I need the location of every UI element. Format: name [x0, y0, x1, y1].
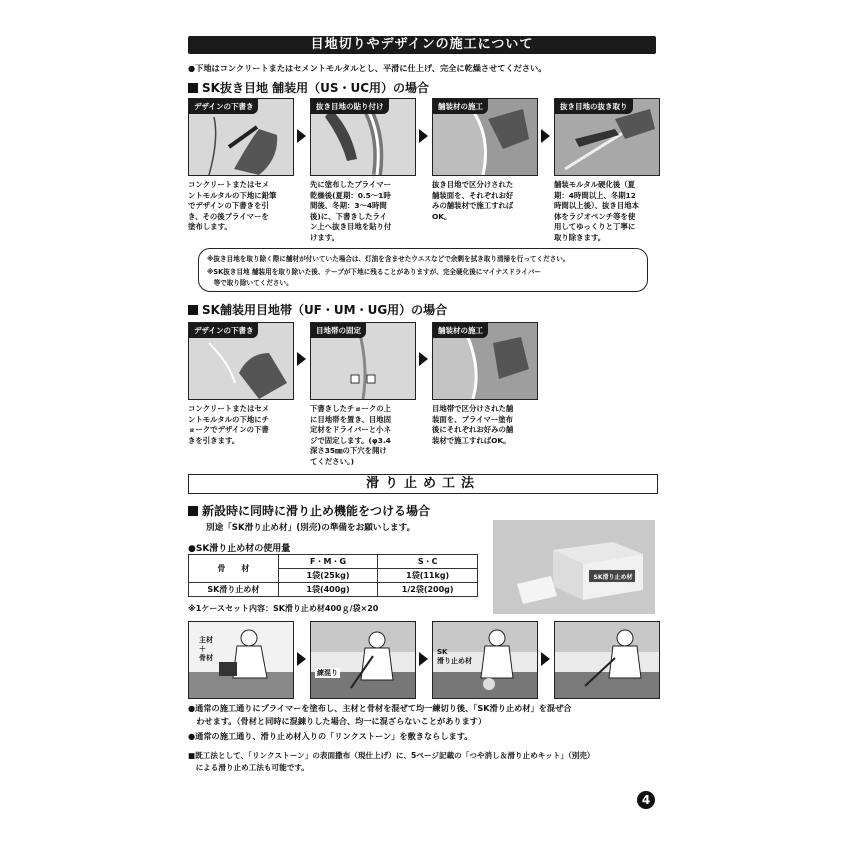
s1-step3-illustration — [432, 98, 538, 176]
s1-step3-caption: 抜き目地で区分けされた 舗装面を、それぞれお好 みの舗装材で施工すれば OK。 — [432, 180, 514, 221]
s1-step4-illustration — [554, 98, 660, 176]
s2-step3-label: 舗装材の施工 — [433, 323, 488, 338]
slip-step2-illustration — [310, 621, 416, 699]
step-arrow-icon — [419, 652, 428, 666]
s1-step1-caption: コンクリートまたはセメ ントモルタルの下地に鉛筆 でデザインの下書きを引 き、その後プライマーを 塗布します。 — [188, 180, 277, 231]
step-arrow-icon — [541, 652, 550, 666]
section3-subtitle: 別途「SK滑り止め材」(別売)の準備をお願いします。 — [206, 523, 416, 533]
worker-mixing-icon — [311, 622, 415, 698]
table-header-fmg: F・M・G — [278, 555, 378, 569]
square-bullet-icon — [188, 305, 198, 315]
page-number: 4 — [637, 791, 655, 809]
s2-step2-label: 目地帯の固定 — [311, 323, 366, 338]
s1-step3-label: 舗装材の施工 — [433, 99, 488, 114]
table-cell: 1袋(11kg) — [378, 569, 478, 583]
s2-step2-caption: 下書きしたチョークの上 に目地帯を置き、目地固 定材をドライバーと小ネ ジで固定します。(φ3.4 深さ35㎜の下穴を開け てください。) — [310, 404, 392, 466]
step-arrow-icon — [297, 652, 306, 666]
step-arrow-icon — [541, 129, 550, 143]
step-arrow-icon — [297, 129, 306, 143]
table-row — [189, 583, 478, 597]
s1-step2-caption: 先に塗布したプライマー 乾燥後(夏期：0.5～1時 間後、冬期：3～4時間 後)に、下書きしたライ ン上へ抜き目地を貼り付 けます。 — [310, 180, 392, 242]
s1-step4-label: 抜き目地の抜き取り — [555, 99, 633, 114]
s2-step3-caption: 目地帯で区分けされた舗 装面を、プライマー塗布 後にそれぞれお好みの舗 装材で施工すればOK。 — [432, 404, 514, 445]
slip-step3-illustration — [432, 621, 538, 699]
s1-step1-illustration — [188, 98, 294, 176]
slip-note-line1: ●通常の施工通りにプライマーを塗布し、主材と骨材を混ぜて均一練切り後、「SK滑り止め材」を混ぜ合 — [188, 703, 572, 713]
table-cell: SK滑り止め材 — [189, 583, 279, 597]
slip-method-title: 滑り止め工法 — [365, 476, 480, 491]
worker-spreading-icon — [555, 622, 659, 698]
slip-note-line3: ●通常の施工通り、滑り止め材入りの「リンクストーン」を敷きならします。 — [188, 731, 473, 741]
table-header-aggregate: 骨 材 — [189, 555, 279, 583]
s1-step2-illustration — [310, 98, 416, 176]
usage-heading: ●SK滑り止め材の使用量 — [188, 544, 291, 554]
product-box-label: SK滑り止め材 — [593, 574, 633, 581]
table-cell: 1袋(400g) — [278, 583, 378, 597]
slip-step1-illustration — [188, 621, 294, 699]
slip-step3-label: SK 滑り止め材 — [437, 648, 472, 665]
slip-method-band — [188, 474, 658, 494]
table-row — [189, 555, 478, 569]
s1-step2-label: 抜き目地の貼り付け — [311, 99, 389, 114]
table-header-sc: S・C — [378, 555, 478, 569]
header-band — [188, 36, 656, 54]
s1-step4-caption: 舗装モルタル硬化後（夏 期：4時間以上、冬期12 時間以上後）、抜き目地本 体をラジオペンチ等を使 用してゆっくりと丁寧に 取り除きます。 — [554, 180, 639, 242]
s2-step1-illustration — [188, 322, 294, 400]
section1-title: SK抜き目地 舗装用（US・UC用）の場合 — [188, 79, 429, 96]
s2-step1-label: デザインの下書き — [189, 323, 258, 338]
step-arrow-icon — [419, 352, 428, 366]
case-note: ※1ケースセット内容：SK滑り止め材400ｇ/袋×20 — [188, 604, 379, 613]
slip-step1-label: 主材 ＋ 骨材 — [199, 636, 213, 662]
table-cell: 1/2袋(200g) — [378, 583, 478, 597]
product-box-photo — [493, 520, 655, 614]
slip-note-line2: わせます。（骨材と同時に混錬りした場合、均一に混ざらないことがあります） — [188, 716, 487, 726]
step-arrow-icon — [419, 129, 428, 143]
slip-note-line5: による滑り止め工法も可能です。 — [188, 763, 309, 772]
s1-bubble-line3: 等で取り除いてください。 — [207, 279, 293, 287]
s2-step3-illustration — [432, 322, 538, 400]
slip-step4-illustration — [554, 621, 660, 699]
s1-caution-bubble — [198, 248, 648, 292]
intro-note: ●下地はコンクリートまたはセメントモルタルとし、平滑に仕上げ、完全に乾燥させてください。 — [188, 63, 547, 73]
square-bullet-icon — [188, 506, 198, 516]
usage-table — [188, 554, 478, 597]
product-box-icon — [493, 520, 655, 614]
square-bullet-icon — [188, 83, 198, 93]
section2-title: SK舗装用目地帯（UF・UM・UG用）の場合 — [188, 301, 447, 318]
s1-step1-label: デザインの下書き — [189, 99, 258, 114]
header-title: 目地切りやデザインの施工について — [310, 37, 534, 52]
section3-title: 新設時に同時に滑り止め機能をつける場合 — [188, 502, 430, 519]
slip-step2-label: 練混り — [317, 669, 338, 677]
s1-bubble-line2: ※SK抜き目地 舗装用を取り除いた後、テープが下地に残ることがありますが、完全硬化後にマイナスドライバー — [207, 268, 542, 276]
s2-step1-caption: コンクリートまたはセメ ントモルタルの下地にチ ョークでデザインの下書 きを引きます。 — [188, 404, 270, 445]
s2-step2-illustration — [310, 322, 416, 400]
step-arrow-icon — [297, 352, 306, 366]
slip-note-line4: ■既工法として、「リンクストーン」の表面撒布（現仕上げ）に、5ページ記載の「つや消し＆滑り止めキット」（別売） — [188, 751, 595, 760]
s1-bubble-line1: ※抜き目地を取り除く際に舗材が付いていた場合は、灯油を含ませたウエスなどで余剰を拭き取り清掃を行ってください。 — [207, 255, 570, 263]
table-cell: 1袋(25kg) — [278, 569, 378, 583]
